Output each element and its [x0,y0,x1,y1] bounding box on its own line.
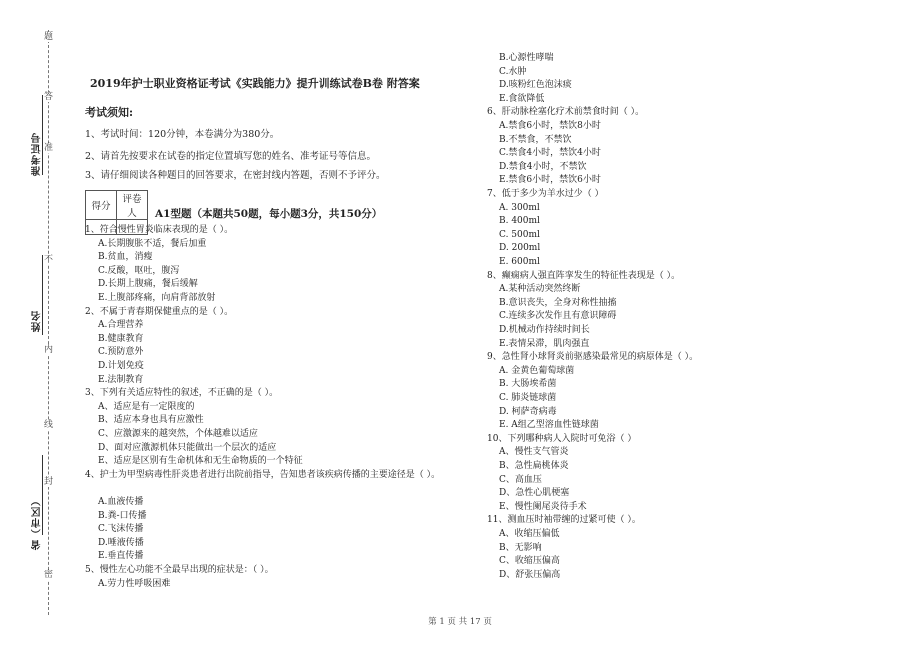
answer-option: B.心源性哮喘 [499,53,554,63]
answer-option: E.垂直传播 [98,551,144,562]
question-stem: 2、不属于青春期保健重点的是（ ）。 [85,306,234,317]
question-stem: 7、低于多少为羊水过少（ ） [487,189,604,199]
answer-option: B.不禁食，不禁饮 [499,134,572,145]
answer-option: C、高血压 [499,474,542,485]
answer-option: E.表情呆滞，肌肉强直 [499,338,590,349]
question-stem: 1、符合慢性胃炎临床表现的是（ ）。 [85,225,234,235]
answer-option: E.禁食6小时，禁饮6小时 [499,175,601,186]
answer-option: A.合理营养 [98,320,144,331]
answer-option: D.咳粉红色泡沫痰 [499,80,572,91]
answer-option: B、急性扁桃体炎 [499,461,569,471]
answer-option: A、适应是有一定限度的 [98,401,195,412]
seal-char: 答 [44,92,54,102]
question-stem: 4、护士为甲型病毒性肝炎患者进行出院前指导，告知患者该疾病传播的主要途径是（ ）。 [85,469,441,480]
answer-option: B. 大肠埃希菌 [499,379,557,390]
answer-option: C.飞沫传播 [98,524,144,535]
answer-option: B.意识丧失，全身对称性抽搐 [499,297,617,308]
answer-option: D.长期上腹痛，餐后缓解 [98,279,198,290]
question-stem: 3、下列有关适应特性的叙述，不正确的是（ ）。 [85,388,279,399]
seal-char: 密 [44,570,54,580]
question-stem: 6、肝动脉栓塞化疗术前禁食时间（ ）。 [487,107,645,118]
answer-option: A.长期腹胀不适，餐后加重 [98,238,207,249]
answer-option: E、慢性阑尾炎待手术 [499,501,587,512]
answer-option: D、面对应激源机体只能做出一个层次的适应 [98,442,277,453]
question-stem: 11、测血压时袖带缠的过紧可使（ ）。 [487,515,641,526]
answer-option: B、适应本身也具有应激性 [98,415,204,426]
exam-no-label: 准考证号 [32,132,43,176]
answer-option: E.食欲降低 [499,93,545,104]
answer-option: C.水肿 [499,66,527,77]
answer-option: C、收缩压偏高 [499,556,560,567]
question-stem: 10、下列哪种病人入院时可免浴（ ） [487,433,637,444]
answer-option: D、舒张压偏高 [499,569,561,580]
question-stem: 8、癫痫病人强直阵挛发生的特征性表现是（ ）。 [487,270,681,281]
section-heading: A1型题（本题共50题，每小题3分，共150分） [155,208,383,220]
answer-option: D.机械动作持续时间长 [499,325,590,335]
answer-option: E. 600ml [499,257,540,267]
answer-option: A、收缩压偏低 [499,529,560,539]
answer-option: A. 金黄色葡萄球菌 [499,365,575,376]
seal-line [48,30,49,615]
answer-option: D.计划免疫 [98,361,144,371]
answer-option: D.唾液传播 [98,537,144,548]
answer-option: B.贫血，消瘦 [98,252,153,263]
answer-option: E、适应是区别有生命机体和无生命物质的一个特征 [98,456,303,467]
answer-option: B.健康教育 [98,333,144,344]
binding-margin [0,0,80,650]
notice-heading: 考试须知: [85,106,134,119]
region-label: 省（市区） [32,495,43,550]
seal-char: 不 [44,255,54,265]
answer-option: A、慢性支气管炎 [499,447,569,458]
answer-option: C、应激源来的越突然，个体越难以适应 [98,429,258,439]
answer-option: C.连续多次发作且有意识障碍 [499,311,617,322]
reviewer-label: 评卷人 [117,191,148,220]
score-label: 得分 [86,191,117,220]
answer-option: C. 500ml [499,229,540,240]
notice-item: 2、请首先按要求在试卷的指定位置填写您的姓名、准考证号等信息。 [85,151,377,162]
seal-char: 封 [44,477,54,487]
answer-option: A.某种活动突然终断 [499,284,581,295]
answer-option: E.法制教育 [98,374,144,385]
answer-option: C.禁食4小时，禁饮4小时 [499,148,601,159]
answer-option: D. 200ml [499,243,541,254]
answer-option: E.上腹部疼痛，向肩背部放射 [98,293,216,303]
answer-option: A. 300ml [499,202,540,213]
notice-item: 3、请仔细阅读各种题目的回答要求，在密封线内答题，否则不予评分。 [85,170,386,181]
answer-option: D. 柯萨奇病毒 [499,406,557,417]
answer-option: D.禁食4小时，不禁饮 [499,161,587,172]
seal-char: 内 [44,345,54,355]
seal-char: 题 [44,32,54,42]
answer-option: D、急性心肌梗塞 [499,488,570,499]
seal-char: 准 [44,143,54,153]
page-title: 2019年护士职业资格证考试《实践能力》提升训练试卷B卷 附答案 [90,77,420,90]
answer-option: B、无影响 [499,542,542,553]
answer-option: A.禁食6小时，禁饮8小时 [499,121,601,131]
answer-option: B.粪-口传播 [98,510,147,521]
name-label: 姓名 [32,310,43,332]
answer-option: E. A组乙型溶血性链球菌 [499,420,599,431]
notice-item: 1、考试时间：120分钟，本卷满分为380分。 [85,129,280,140]
answer-option: B. 400ml [499,216,540,227]
answer-option: A.血液传播 [98,497,144,507]
question-stem: 5、慢性左心功能不全最早出现的症状是：（ ）。 [85,565,274,575]
answer-option: C.预防意外 [98,347,144,358]
seal-char: 线 [44,420,54,430]
page-footer: 第 1 页 共 17 页 [428,617,492,627]
answer-option: A.劳力性呼吸困难 [98,578,171,589]
answer-option: C. 肺炎链球菌 [499,393,557,403]
answer-option: C.反酸，呕吐，腹泻 [98,265,180,276]
question-stem: 9、急性肾小球肾炎前驱感染最常见的病原体是（ ）。 [487,352,699,363]
